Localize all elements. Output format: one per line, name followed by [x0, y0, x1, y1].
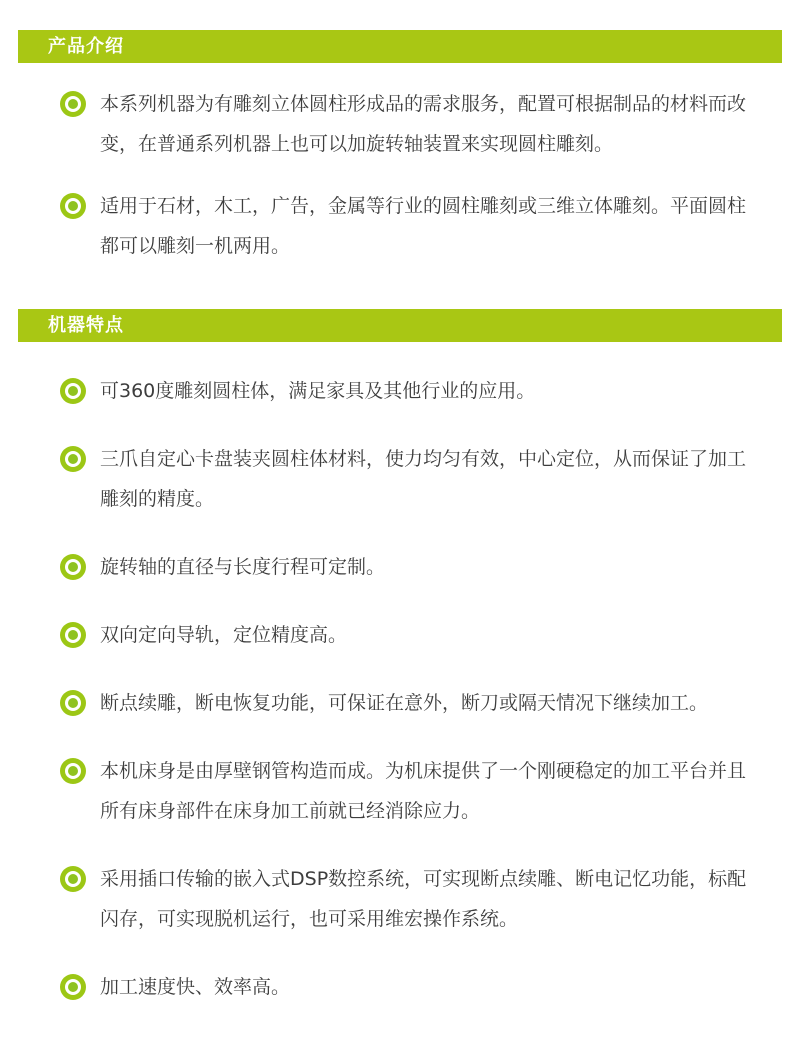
list-item — [60, 84, 770, 164]
section-header-machine-features — [18, 309, 782, 342]
bullseye-icon — [60, 91, 86, 117]
list-item-text: 三爪自定心卡盘装夹圆柱体材料，使力均匀有效，中心定位，从而保证了加工雕刻的精度。 — [100, 448, 747, 510]
bullseye-icon — [60, 193, 86, 219]
section-header-product-intro — [18, 30, 782, 63]
machine-features-list — [0, 342, 800, 1007]
list-item-text: 双向定向导轨，定位精度高。 — [100, 624, 348, 646]
list-item-text: 断点续雕，断电恢复功能，可保证在意外，断刀或隔天情况下继续加工。 — [100, 692, 709, 714]
bullseye-icon — [60, 974, 86, 1000]
list-item — [60, 547, 770, 587]
list-item — [60, 967, 770, 1007]
list-item — [60, 371, 770, 411]
bullseye-icon — [60, 866, 86, 892]
bullseye-icon — [60, 758, 86, 784]
list-item — [60, 615, 770, 655]
bullseye-icon — [60, 446, 86, 472]
section-title: 机器特点 — [48, 314, 124, 336]
bullseye-icon — [60, 690, 86, 716]
bullseye-icon — [60, 622, 86, 648]
list-item-text: 采用插口传输的嵌入式DSP数控系统，可实现断点续雕、断电记忆功能，标配闪存，可实现脱机运行，也可采用维宏操作系统。 — [100, 868, 747, 930]
list-item — [60, 439, 770, 519]
list-item — [60, 186, 770, 266]
list-item-text: 加工速度快、效率高。 — [100, 976, 291, 998]
section-title: 产品介绍 — [48, 35, 124, 57]
list-item — [60, 751, 770, 831]
bullseye-icon — [60, 378, 86, 404]
list-item-text: 适用于石材，木工，广告，金属等行业的圆柱雕刻或三维立体雕刻。平面圆柱都可以雕刻一机两用。 — [100, 195, 747, 257]
list-item — [60, 683, 770, 723]
list-item-text: 旋转轴的直径与长度行程可定制。 — [100, 556, 386, 578]
list-item-text: 本机床身是由厚壁钢管构造而成。为机床提供了一个刚硬稳定的加工平台并且所有床身部件在床身加工前就已经消除应力。 — [100, 760, 747, 822]
product-intro-list — [0, 63, 800, 266]
list-item — [60, 859, 770, 939]
list-item-text: 本系列机器为有雕刻立体圆柱形成品的需求服务，配置可根据制品的材料而改变，在普通系列机器上也可以加旋转轴装置来实现圆柱雕刻。 — [100, 93, 747, 155]
list-item-text: 可360度雕刻圆柱体，满足家具及其他行业的应用。 — [100, 380, 536, 402]
bullseye-icon — [60, 554, 86, 580]
